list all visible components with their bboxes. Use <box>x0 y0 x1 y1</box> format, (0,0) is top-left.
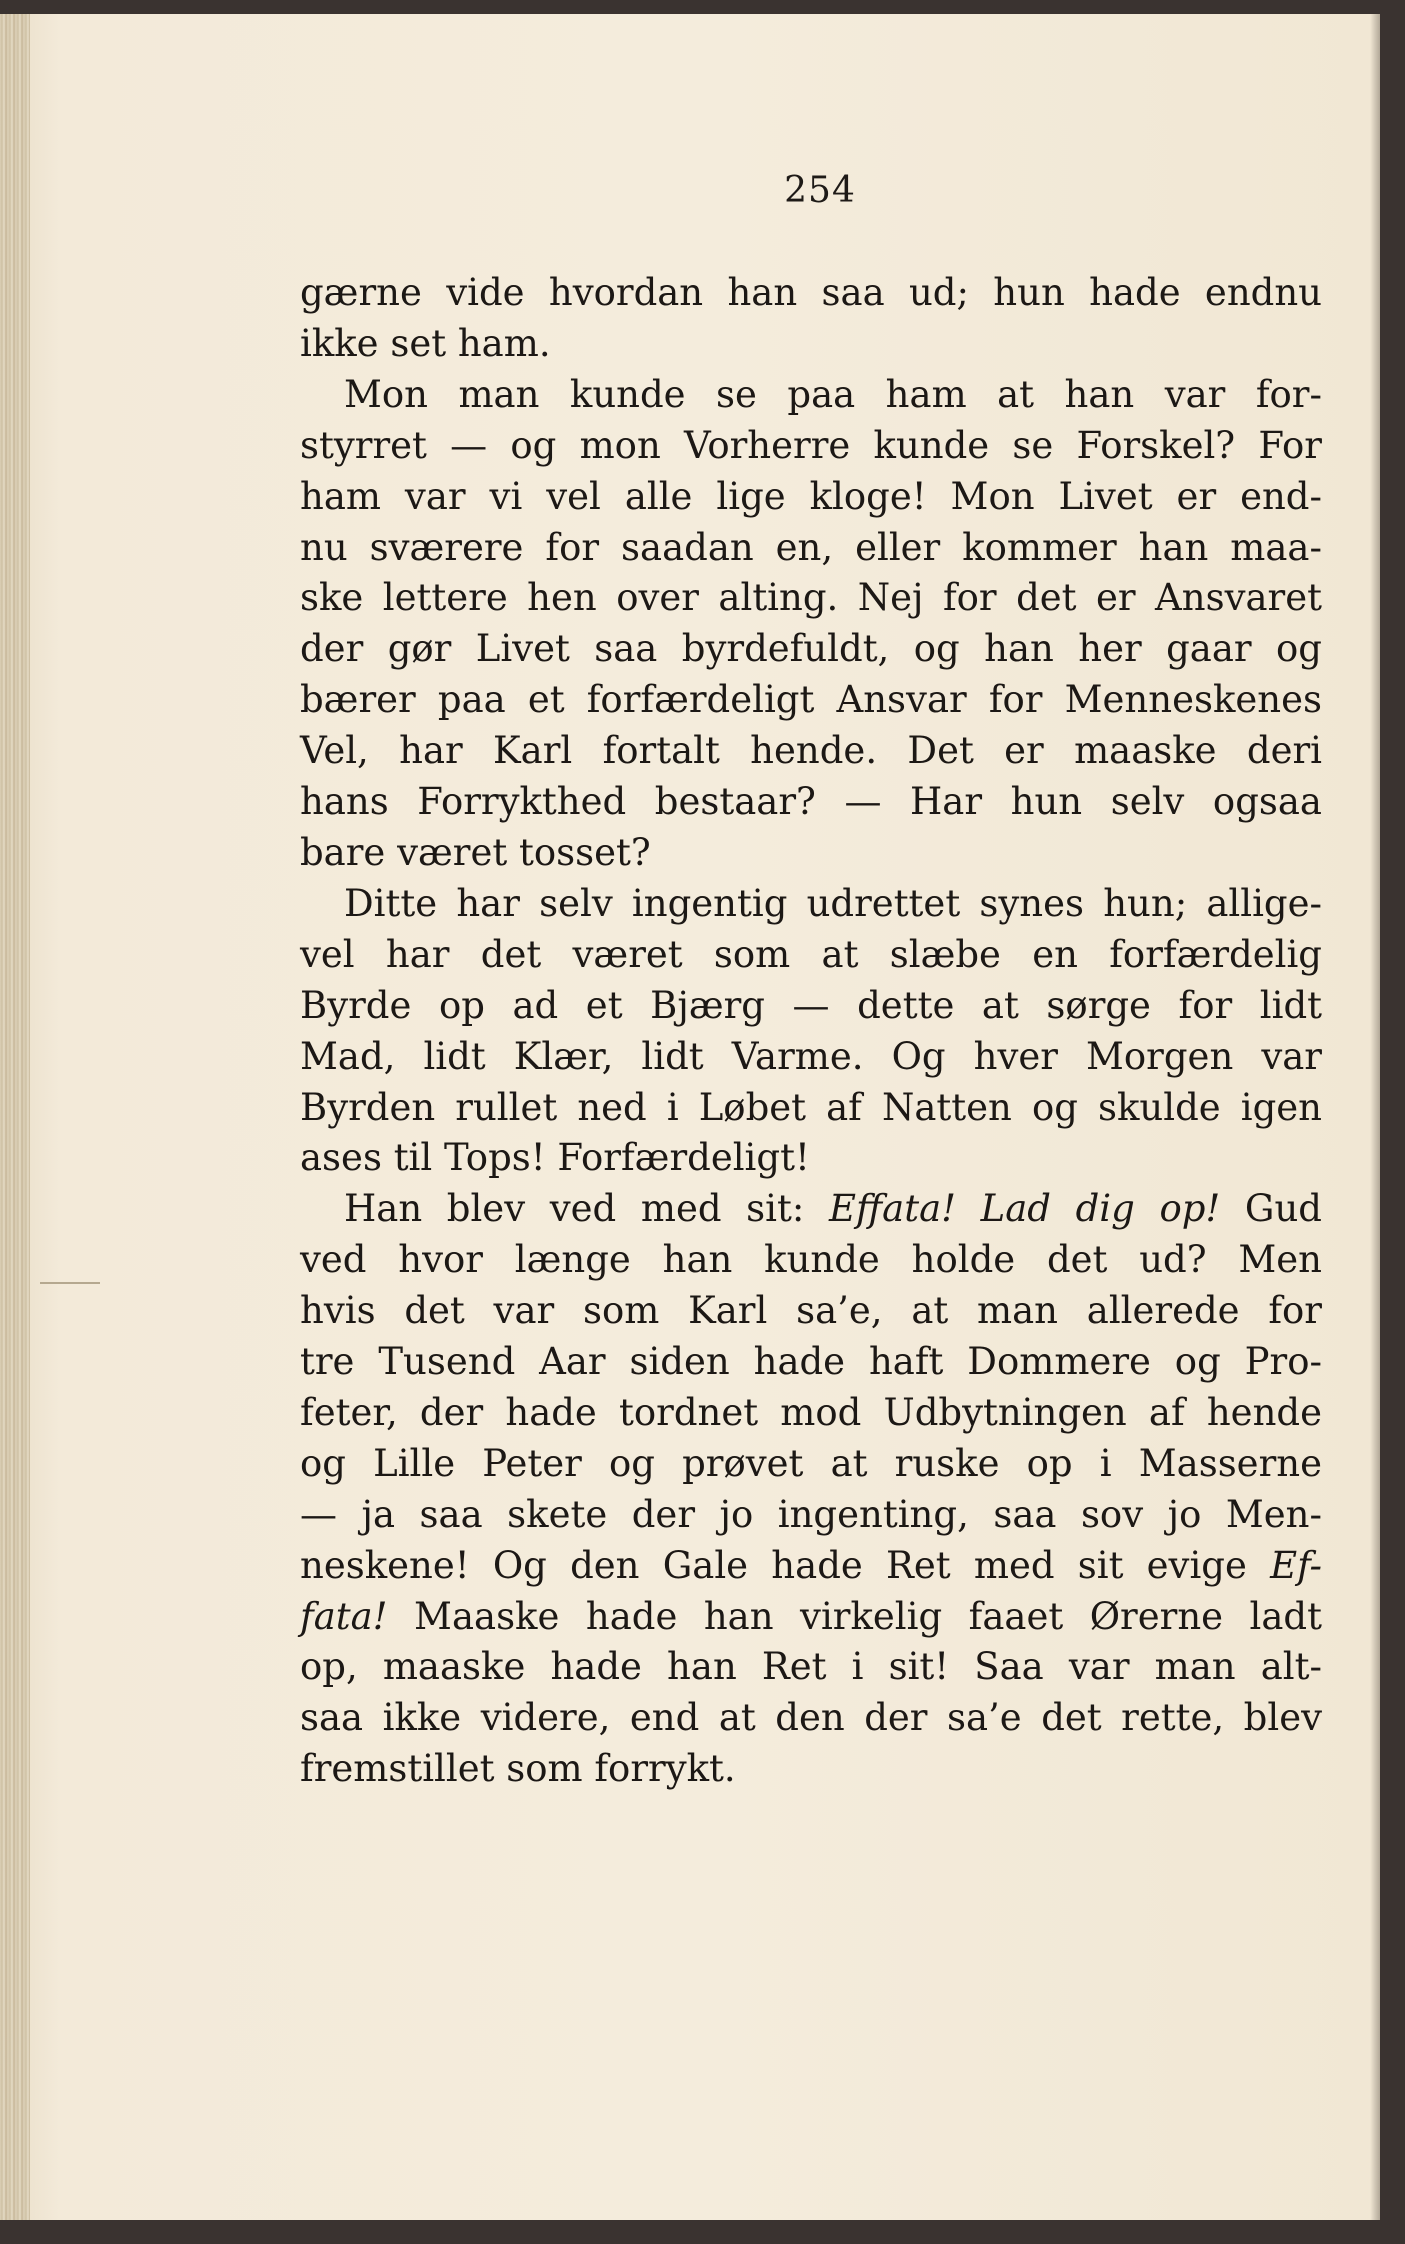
text-line: Mad, lidt Klær, lidt Varme. Og hver Morgen var <box>300 1034 1322 1078</box>
text-segment: neskene! Og den Gale hade Ret med sit evige <box>300 1543 1271 1587</box>
text-line: op, maaske hade han Ret i sit! Saa var man alt- <box>300 1645 1322 1689</box>
text-line: styrret — og mon Vorherre kunde se Forskel? For <box>300 423 1322 467</box>
text-segment: Han blev ved med sit: <box>344 1187 829 1231</box>
text-line: bare været tosset? <box>300 830 651 874</box>
text-line: ved hvor længe han kunde holde det ud? Men <box>300 1238 1322 1282</box>
text-line: ases til Tops! Forfærdeligt! <box>300 1136 810 1180</box>
italic-text: fata! <box>300 1594 388 1638</box>
text-line: ham var vi vel alle lige kloge! Mon Livet er end- <box>300 474 1322 518</box>
text-line: Mon man kunde se paa ham at han var for- <box>344 372 1322 416</box>
text-line: hvis det var som Karl sa’e, at man allerede for <box>300 1289 1322 1333</box>
text-line: — ja saa skete der jo ingenting, saa sov jo Men- <box>300 1492 1322 1536</box>
text-line: tre Tusend Aar siden hade haft Dommere og Pro- <box>300 1340 1322 1384</box>
text-line: fremstillet som forrykt. <box>300 1747 736 1791</box>
text-line: Byrde op ad et Bjærg — dette at sørge for lidt <box>300 983 1322 1027</box>
text-line: og Lille Peter og prøvet at ruske op i Masserne <box>300 1441 1322 1485</box>
text-line <box>300 1592 1322 1643</box>
text-line: Byrden rullet ned i Løbet af Natten og skulde igen <box>300 1085 1322 1129</box>
text-line: vel har det været som at slæbe en forfærdelig <box>300 932 1322 976</box>
page-edges <box>0 14 30 2220</box>
text-line: ske lettere hen over alting. Nej for det er Ansvaret <box>300 576 1322 620</box>
text-line: feter, der hade tordnet mod Udbytningen af hende <box>300 1390 1322 1434</box>
text-line: saa ikke videre, end at den der sa’e det rette, blev <box>300 1696 1322 1740</box>
italic-text: Effata! Lad dig op! <box>828 1187 1221 1231</box>
text-line: ikke set ham. <box>300 321 551 365</box>
text-line <box>300 1541 1322 1592</box>
text-segment: Maaske hade han virkelig faaet Ørerne ladt <box>387 1594 1322 1638</box>
text-segment: Gud <box>1220 1187 1322 1231</box>
text-line: hans Forrykthed bestaar? — Har hun selv ogsaa <box>300 780 1322 824</box>
italic-text: Ef- <box>1270 1543 1322 1587</box>
body-text <box>300 268 1322 1795</box>
stray-mark <box>40 1282 100 1284</box>
text-line: bærer paa et forfærdeligt Ansvar for Menneskenes <box>300 678 1322 722</box>
text-line <box>300 1184 1322 1235</box>
text-line: gærne vide hvordan han saa ud; hun hade endnu <box>300 271 1322 314</box>
text-line: Vel, har Karl fortalt hende. Det er maaske deri <box>300 729 1322 773</box>
text-line: Ditte har selv ingentig udrettet synes hun; allige- <box>344 881 1322 925</box>
text-line: der gør Livet saa byrdefuldt, og han her gaar og <box>300 627 1322 671</box>
page-number: 254 <box>784 170 856 211</box>
text-line: nu sværere for saadan en, eller kommer han maa- <box>300 525 1322 569</box>
spine-shadow <box>1370 14 1380 2220</box>
